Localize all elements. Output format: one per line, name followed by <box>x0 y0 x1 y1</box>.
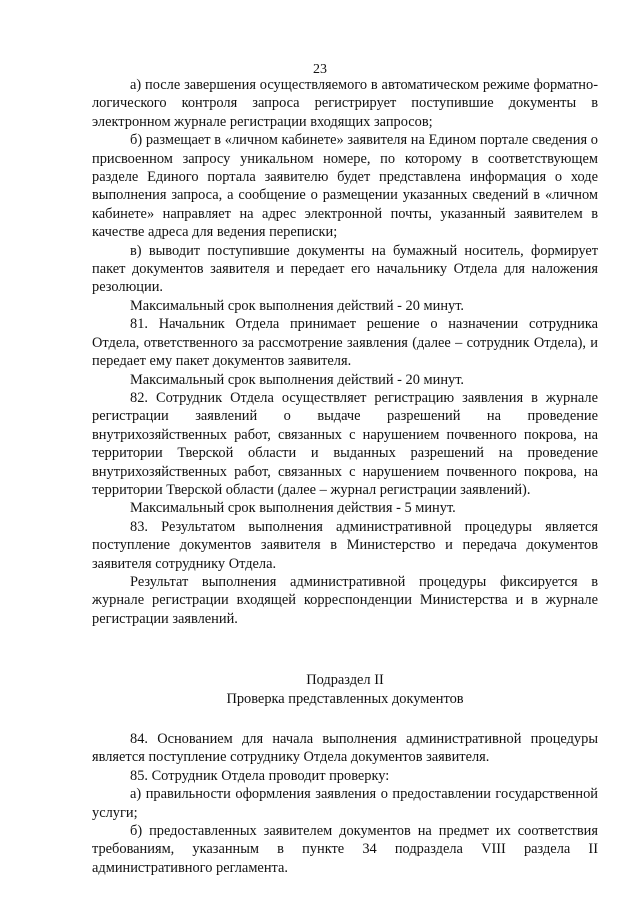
subsection-subtitle: Проверка представленных документов <box>226 690 464 707</box>
subsection-title: Подраздел II <box>306 672 384 689</box>
paragraph-deadline-3: Максимальный срок выполнения действия - 5 минут. <box>130 500 456 517</box>
paragraph-deadline-1: Максимальный срок выполнения действий - 20 минут. <box>130 297 465 314</box>
paragraph-83: 83. Результатом выполнения административной процедуры является поступление документов заявителя в Министерство и передача документов заявителя сотруднику Отдела. <box>92 518 598 572</box>
paragraph-85-b: б) предоставленных заявителем документов на предмет их соответствия требованиям, указанным в пункте 34 подраздела VIII раздела II административного регламента. <box>92 823 598 876</box>
document-page <box>92 56 598 877</box>
paragraph-84: 84. Основанием для начала выполнения административной процедуры является поступление сотруднику Отдела документов заявителя. <box>92 731 598 766</box>
paragraph-b: б) размещает в «личном кабинете» заявителя на Едином портале сведения о присвоенном запросу уникальном номере, по которому в соответствующем разделе Единого портала заявителю будет представлена информация о ходе выполнения запроса, а сообщение о размещении указанных сведений в «личном кабинете» направляет на адрес электронной почты, указанный заявителем в качестве адреса для ведения переписки; <box>92 132 598 241</box>
paragraph-85: 85. Сотрудник Отдела проводит проверку: <box>130 767 390 784</box>
paragraph-v: в) выводит поступившие документы на бумажный носитель, формирует пакет документов заявителя и передает его начальнику Отдела для наложения резолюции. <box>92 242 598 296</box>
paragraph-82: 82. Сотрудник Отдела осуществляет регистрацию заявления в журнале регистрации заявлений о выдаче разрешений на проведение внутрихозяйственных работ, связанных с нарушением почвенного покрова, на территории Тверской области и выданных разрешений на проведение внутрихозяйственных работ, связанных с нарушением почвенного покрова, на территории Тверской области (далее – журнал регистрации заявлений). <box>92 389 598 498</box>
paragraph-85-a: а) правильности оформления заявления о предоставлении государственной услуги; <box>92 786 598 821</box>
paragraph-81: 81. Начальник Отдела принимает решение о назначении сотрудника Отдела, ответственного за рассмотрение заявления (далее – сотрудник Отдела), и передает ему пакет документов заявителя. <box>92 316 598 370</box>
paragraph-deadline-2: Максимальный срок выполнения действий - 20 минут. <box>130 371 465 388</box>
page-number: 23 <box>313 62 327 77</box>
paragraph-a: а) после завершения осуществляемого в автоматическом режиме форматно-логического контроля запроса регистрирует поступившие документы в электронном журнале регистрации входящих запросов; <box>92 77 598 130</box>
paragraph-result: Результат выполнения административной процедуры фиксируется в журнале регистрации входящей корреспонденции Министерства и в журнале регистрации заявлений. <box>92 573 598 627</box>
